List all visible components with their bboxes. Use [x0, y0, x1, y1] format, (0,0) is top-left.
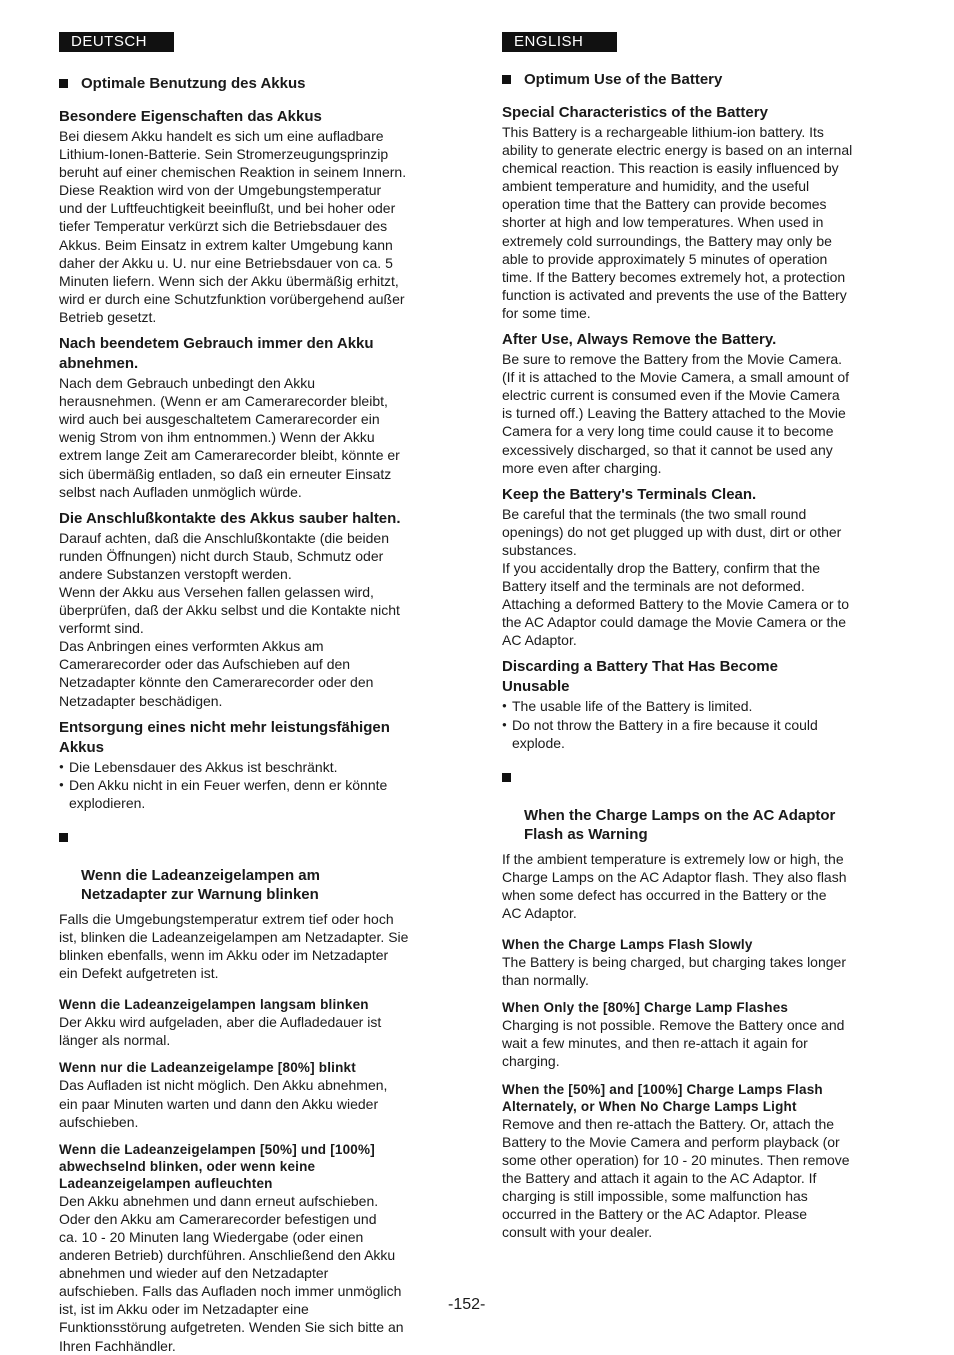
page-number: -152- [448, 1296, 486, 1313]
list-item: ● Den Akku nicht in ein Feuer werfen, denn er könnte explodieren. [59, 776, 439, 812]
paragraph-remove-after-use: Nach dem Gebrauch unbedingt den Akku herausnehmen. (Wenn er am Camerarecorder bleibt, wird auch bei ausgeschaltetem Camerarecorder ein wenig Strom von ihm entnommen.) Wenn der Akku extrem lange Zeit am Camerarecorder bleibt, könnte er sich übermäßig entladen, so daß ein erneuter Einsatz selbst nach Aufladen unmöglich würde. [59, 375, 400, 500]
subheading-alternate-flash: When the [50%] and [100%] Charge Lamps Flash Alternately, or When No Charge Lamps Light [502, 1081, 823, 1114]
section-heading-charge-lamps: Wenn die Ladeanzeigelampen am Netzadapter zur Warnung blinken [59, 828, 439, 904]
paragraph-charge-lamps: Falls die Umgebungstemperatur extrem tief oder hoch ist, blinken die Ladeanzeigelampen am Netzadapter. Sie blinken ebenfalls, wenn im Akku oder im Netzadapter ein Defekt aufgetreten ist. [59, 910, 409, 982]
english-column [502, 32, 887, 1241]
paragraph-alternate-flash: Den Akku abnehmen und dann erneut aufschieben. Oder den Akku am Camerarecorder befestigen und ca. 10 - 20 Minuten lang Wiedergabe (oder einen anderen Betrieb) durchführen. Anschließend den Akku abnehmen und wieder auf den Netzadapter aufschieben. Falls das Aufladen noch immer unmöglich ist, ist im Akku oder im Netzadapter eine Funktionsstörung aufgetreten. Wenden Sie sich bitte an Ihren Fachhändler. [59, 1192, 404, 1354]
paragraph-flash-slowly: Der Akku wird aufgeladen, aber die Aufladedauer ist länger als normal. [59, 1014, 382, 1049]
subheading-alternate-flash: Wenn die Ladeanzeigelampen [50%] und [100%] abwechselnd blinken, oder wenn keine Ladeanzeigelampen aufleuchten [59, 1141, 375, 1191]
subheading-disposal: Entsorgung eines nicht mehr leistungsfähigen Akkus [59, 718, 390, 756]
german-column [59, 32, 439, 1355]
list-item: ● The usable life of the Battery is limited. [502, 697, 887, 715]
bullet-list-disposal [59, 758, 439, 812]
square-bullet-icon [59, 79, 68, 88]
paragraph-clean-terminals: Be careful that the terminals (the two small round openings) do not get plugged up with dust, dirt or other substances. If you accidentally drop the Battery, confirm that the Battery itself and the terminals are not deformed. Attaching a deformed Battery to the Movie Camera or to the AC Adaptor could damage the Movie Camera or the AC Adaptor. [502, 505, 850, 649]
section-heading-optimal-use: Optimale Benutzung des Akkus [59, 74, 439, 93]
bullet-list-disposal [502, 697, 887, 751]
paragraph-charge-lamps: If the ambient temperature is extremely low or high, the Charge Lamps on the AC Adaptor flash. They also flash when some defect has occurred in the Battery or the AC Adaptor. [502, 850, 847, 921]
subheading-disposal: Discarding a Battery That Has Become Unusable [502, 658, 778, 696]
paragraph-remove-after-use: Be sure to remove the Battery from the Movie Camera. (If it is attached to the Movie Camera, a small amount of electric current is consumed even if the Movie Camera is turned off.) Leaving the Battery attached to the Movie Camera for a very long time could cause it to become excessively discharged, so that it cannot be used any more even after charging. [502, 351, 850, 476]
paragraph-80-flashes: Charging is not possible. Remove the Battery once and wait a few minutes, and then re-attach it again for charging. [502, 1017, 845, 1070]
square-bullet-icon [59, 833, 68, 842]
subheading-80-flashes: Wenn nur die Ladeanzeigelampe [80%] blinkt [59, 1060, 356, 1076]
subheading-80-flashes: When Only the [80%] Charge Lamp Flashes [502, 1000, 789, 1016]
subheading-remove-after-use: Nach beendetem Gebrauch immer den Akku abnehmen. [59, 335, 374, 373]
paragraph-alternate-flash: Remove and then re-attach the Battery. Or, attach the Battery to the Movie Camera and perform playback (or some other operation) for 10 - 20 minutes. Then remove the Battery and attach it again to the AC Adaptor. If charging is still impossible, some malfunction has occurred in the Battery or the AC Adaptor. Please consult with your dealer. [502, 1115, 850, 1241]
paragraph-characteristics: Bei diesem Akku handelt es sich um eine aufladbare Lithium-Ionen-Batterie. Sein Stromerzeugungsprinzip beruht auf einer chemischen Reaktion in seinem Innern. Diese Reaktion wird von der Umgebungstemperatur und der Luftfeuchtigkeit beeinflußt, und bei hoher oder tiefer Temperatur verkürzt sich die Betriebsdauer des Akkus. Beim Einsatz in extrem kalter Umgebung kann daher der Akku u. U. nur eine Betriebsdauer von ca. 5 Minuten liefern. Wenn sich der Akku übermäßig erhitzt, wird er durch eine Schutzfunktion vorübergehend außer Betrieb gesetzt. [59, 128, 407, 325]
subheading-flash-slowly: When the Charge Lamps Flash Slowly [502, 937, 753, 953]
section-heading-optimal-use: Optimum Use of the Battery [502, 70, 887, 89]
list-item: ● Die Lebensdauer des Akkus ist beschränkt. [59, 758, 439, 776]
paragraph-characteristics: This Battery is a rechargeable lithium-ion battery. Its ability to generate electric energy is based on an internal chemical reaction. This reaction is easily influenced by ambient temperature and humidity, and the useful operation time that the Battery can provide becomes shorter at high and low temperatures. When used in extremely cold surroundings, the Battery may only be able to provide approximately 5 minutes of operation time. If the Battery becomes extremely hot, a protection function is activated and prevents the use of the Battery for some time. [502, 124, 853, 321]
paragraph-clean-terminals: Darauf achten, daß die Anschlußkontakte (die beiden runden Öffnungen) nicht durch Staub, Schmutz oder andere Substanzen verstopft werden. Wenn der Akku aus Versehen fallen gelassen wird, überprüfen, daß der Akku selbst und die Kontakte nicht verformt sind. Das Anbringen eines verformten Akkus am Camerarecorder oder das Aufschieben auf den Netzadapter könnte den Camerarecorder oder den Netzadapter beschädigen. [59, 529, 400, 709]
list-item: ● Do not throw the Battery in a fire because it could explode. [502, 716, 887, 752]
subheading-characteristics: Special Characteristics of the Battery [502, 104, 768, 121]
subheading-clean-terminals: Keep the Battery's Terminals Clean. [502, 485, 757, 503]
paragraph-80-flashes: Das Aufladen ist nicht möglich. Den Akku abnehmen, ein paar Minuten warten und dann den Akku wieder aufschieben. [59, 1077, 388, 1130]
language-badge-deutsch: DEUTSCH [59, 32, 174, 52]
subheading-characteristics: Besondere Eigenschaften das Akkus [59, 108, 322, 125]
subheading-remove-after-use: After Use, Always Remove the Battery. [502, 331, 777, 349]
paragraph-flash-slowly: The Battery is being charged, but charging takes longer than normally. [502, 954, 846, 989]
square-bullet-icon [502, 75, 511, 84]
subheading-clean-terminals: Die Anschlußkontakte des Akkus sauber halten. [59, 509, 401, 527]
section-heading-charge-lamps: When the Charge Lamps on the AC Adaptor Flash as Warning [502, 768, 887, 844]
square-bullet-icon [502, 773, 511, 782]
subheading-flash-slowly: Wenn die Ladeanzeigelampen langsam blinken [59, 997, 369, 1013]
language-badge-english: ENGLISH [502, 32, 617, 52]
